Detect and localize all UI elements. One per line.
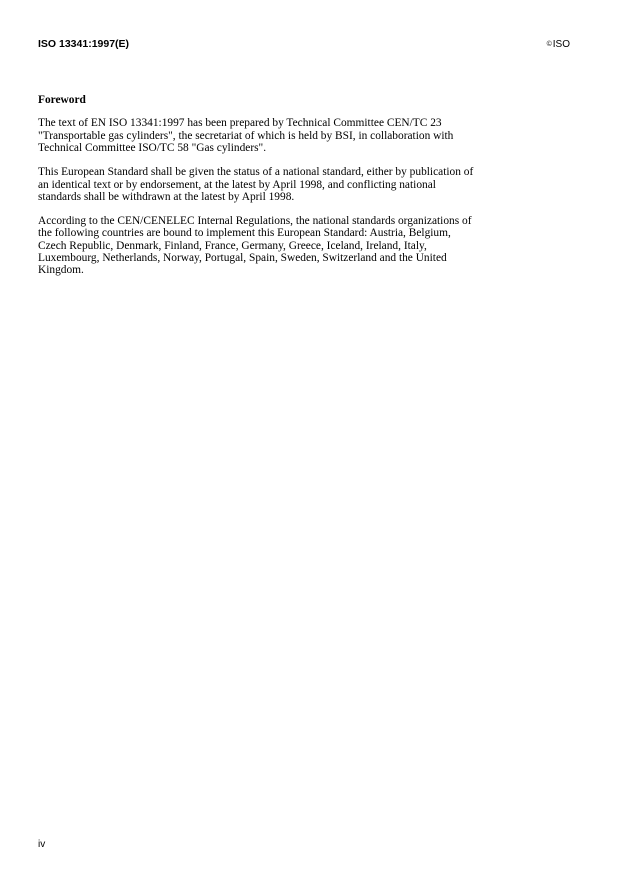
text-line: The text of EN ISO 13341:1997 has been prepared by Technical Committee CEN/TC 23: [38, 117, 442, 130]
text-line: Technical Committee ISO/TC 58 "Gas cylinders".: [38, 142, 267, 155]
foreword-paragraph-1: [38, 117, 528, 154]
text-line: Czech Republic, Denmark, Finland, France, Germany, Greece, Iceland, Ireland, Italy,: [38, 239, 427, 252]
text-line: the following countries are bound to implement this European Standard: Austria, Belgium,: [38, 227, 451, 240]
document-standard-id: ISO 13341:1997(E): [38, 38, 130, 50]
page-number: iv: [38, 839, 46, 850]
text-line: an identical text or by endorsement, at the latest by April 1998, and conflicting national: [38, 178, 436, 191]
text-line: According to the CEN/CENELEC Internal Regulations, the national standards organizations of: [38, 214, 472, 227]
text-line: This European Standard shall be given the status of a national standard, either by publication of: [38, 166, 474, 179]
text-line: Luxembourg, Netherlands, Norway, Portugal, Spain, Sweden, Switzerland and the United: [38, 252, 447, 265]
text-line: Kingdom.: [38, 264, 84, 277]
text-line: "Transportable gas cylinders", the secretariat of which is held by BSI, in collaboration with: [38, 129, 454, 142]
text-line: standards shall be withdrawn at the latest by April 1998.: [38, 190, 295, 203]
foreword-heading: Foreword: [38, 94, 86, 106]
copyright-notice: [547, 38, 570, 51]
copyright-org: ISO: [552, 39, 570, 50]
foreword-section: [38, 94, 528, 288]
foreword-paragraph-2: [38, 166, 528, 203]
foreword-paragraph-3: [38, 215, 528, 277]
copyright-symbol: ©: [546, 41, 552, 48]
